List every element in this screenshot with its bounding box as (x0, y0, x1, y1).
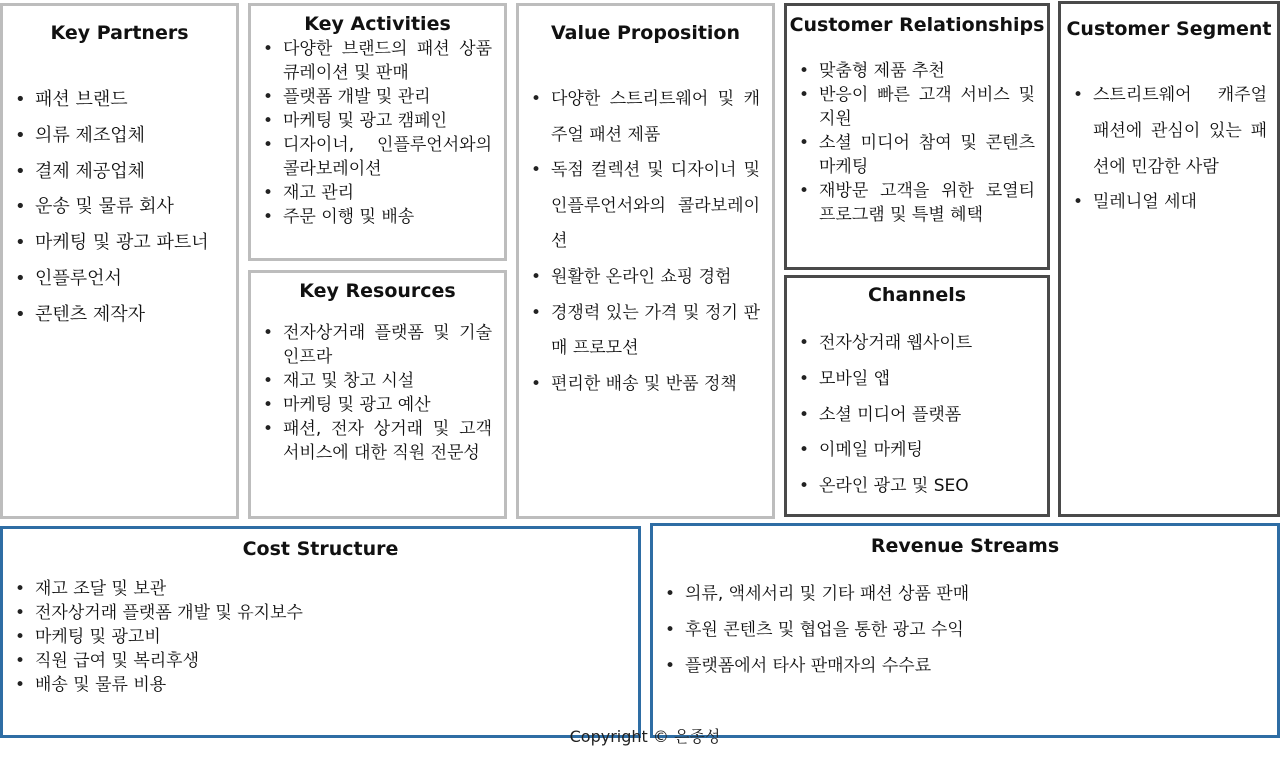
revenue-streams-box (650, 523, 1280, 738)
key-activities-list (251, 37, 504, 229)
list-item: • 재고 및 창고 시설 (257, 369, 492, 393)
list-item: • 전자상거래 플랫폼 개발 및 유지보수 (9, 601, 638, 625)
list-item: • 패션 브랜드 (9, 82, 236, 118)
footer (0, 724, 1280, 752)
value-proposition-list (519, 82, 772, 402)
list-item: • 마케팅 및 광고 파트너 (9, 225, 236, 261)
list-item: • 결제 제공업체 (9, 154, 236, 190)
list-item: • 독점 컬렉션 및 디자이너 및 인플루언서와의 콜라보레이션 (525, 153, 760, 260)
list-item: • 디자이너, 인플루언서와의 콜라보레이션 (257, 133, 492, 181)
list-item: • 전자상거래 플랫폼 및 기술 인프라 (257, 321, 492, 369)
key-resources-list (251, 321, 504, 465)
list-item: • 전자상거래 웹사이트 (793, 326, 1047, 362)
key-resources-title: Key Resources (299, 280, 456, 302)
list-item: • 재고 관리 (257, 181, 492, 205)
list-item: • 편리한 배송 및 반품 정책 (525, 367, 760, 403)
channels-list (787, 326, 1047, 505)
list-item: • 배송 및 물류 비용 (9, 673, 638, 697)
list-item: • 마케팅 및 광고 예산 (257, 393, 492, 417)
key-activities-title: Key Activities (304, 13, 451, 35)
list-item: • 의류, 액세서리 및 기타 패션 상품 판매 (659, 577, 1277, 613)
list-item: • 밀레니얼 세대 (1067, 185, 1267, 221)
value-proposition-box (516, 3, 775, 519)
customer-relationships-title: Customer Relationships (789, 14, 1045, 36)
list-item: • 주문 이행 및 배송 (257, 205, 492, 229)
list-item: • 후원 콘텐츠 및 협업을 통한 광고 수익 (659, 613, 1277, 649)
list-item: • 소셜 미디어 참여 및 콘텐츠 마케팅 (793, 131, 1035, 179)
list-item: • 맞춤형 제품 추천 (793, 59, 1035, 83)
list-item: • 스트리트웨어 캐주얼 패션에 관심이 있는 패션에 민감한 사람 (1067, 78, 1267, 185)
revenue-streams-list (653, 577, 1277, 684)
list-item: • 콘텐츠 제작자 (9, 297, 236, 333)
copyright-text: Copyright © 은종성 (569, 727, 721, 746)
channels-title: Channels (867, 284, 967, 306)
list-item: • 재고 조달 및 보관 (9, 577, 638, 601)
cost-structure-title: Cost Structure (242, 538, 399, 560)
list-item: • 원활한 온라인 쇼핑 경험 (525, 260, 760, 296)
list-item: • 재방문 고객을 위한 로열티 프로그램 및 특별 혜택 (793, 179, 1035, 227)
list-item: • 경쟁력 있는 가격 및 정기 판매 프로모션 (525, 296, 760, 367)
footer-divider-left (0, 735, 532, 738)
cost-structure-box (0, 526, 641, 738)
list-item: • 패션, 전자 상거래 및 고객 서비스에 대한 직원 전문성 (257, 417, 492, 465)
list-item: • 소셜 미디어 플랫폼 (793, 398, 1047, 434)
list-item: • 직원 급여 및 복리후생 (9, 649, 638, 673)
customer-relationships-list (787, 59, 1047, 227)
key-partners-box (0, 3, 239, 519)
value-proposition-title: Value Proposition (550, 22, 741, 44)
list-item: • 마케팅 및 광고 캠페인 (257, 109, 492, 133)
list-item: • 플랫폼 개발 및 관리 (257, 85, 492, 109)
channels-box (784, 275, 1050, 517)
key-resources-box (248, 270, 507, 519)
revenue-streams-title: Revenue Streams (870, 535, 1060, 557)
footer-divider-right (758, 735, 1280, 738)
list-item: • 인플루언서 (9, 261, 236, 297)
customer-segment-title: Customer Segment (1066, 18, 1272, 40)
customer-relationships-box (784, 3, 1050, 270)
list-item: • 다양한 스트리트웨어 및 캐주얼 패션 제품 (525, 82, 760, 153)
customer-segment-list (1061, 78, 1277, 221)
list-item: • 플랫폼에서 타사 판매자의 수수료 (659, 649, 1277, 685)
cost-structure-list (3, 577, 638, 697)
customer-segment-box (1058, 1, 1280, 517)
list-item: • 마케팅 및 광고비 (9, 625, 638, 649)
list-item: • 이메일 마케팅 (793, 433, 1047, 469)
key-activities-box (248, 3, 507, 261)
list-item: • 반응이 빠른 고객 서비스 및 지원 (793, 83, 1035, 131)
key-partners-title: Key Partners (50, 22, 189, 44)
list-item: • 의류 제조업체 (9, 118, 236, 154)
list-item: • 다양한 브랜드의 패션 상품 큐레이션 및 판매 (257, 37, 492, 85)
list-item: • 온라인 광고 및 SEO (793, 469, 1047, 505)
list-item: • 모바일 앱 (793, 362, 1047, 398)
key-partners-list (3, 82, 236, 333)
list-item: • 운송 및 물류 회사 (9, 189, 236, 225)
